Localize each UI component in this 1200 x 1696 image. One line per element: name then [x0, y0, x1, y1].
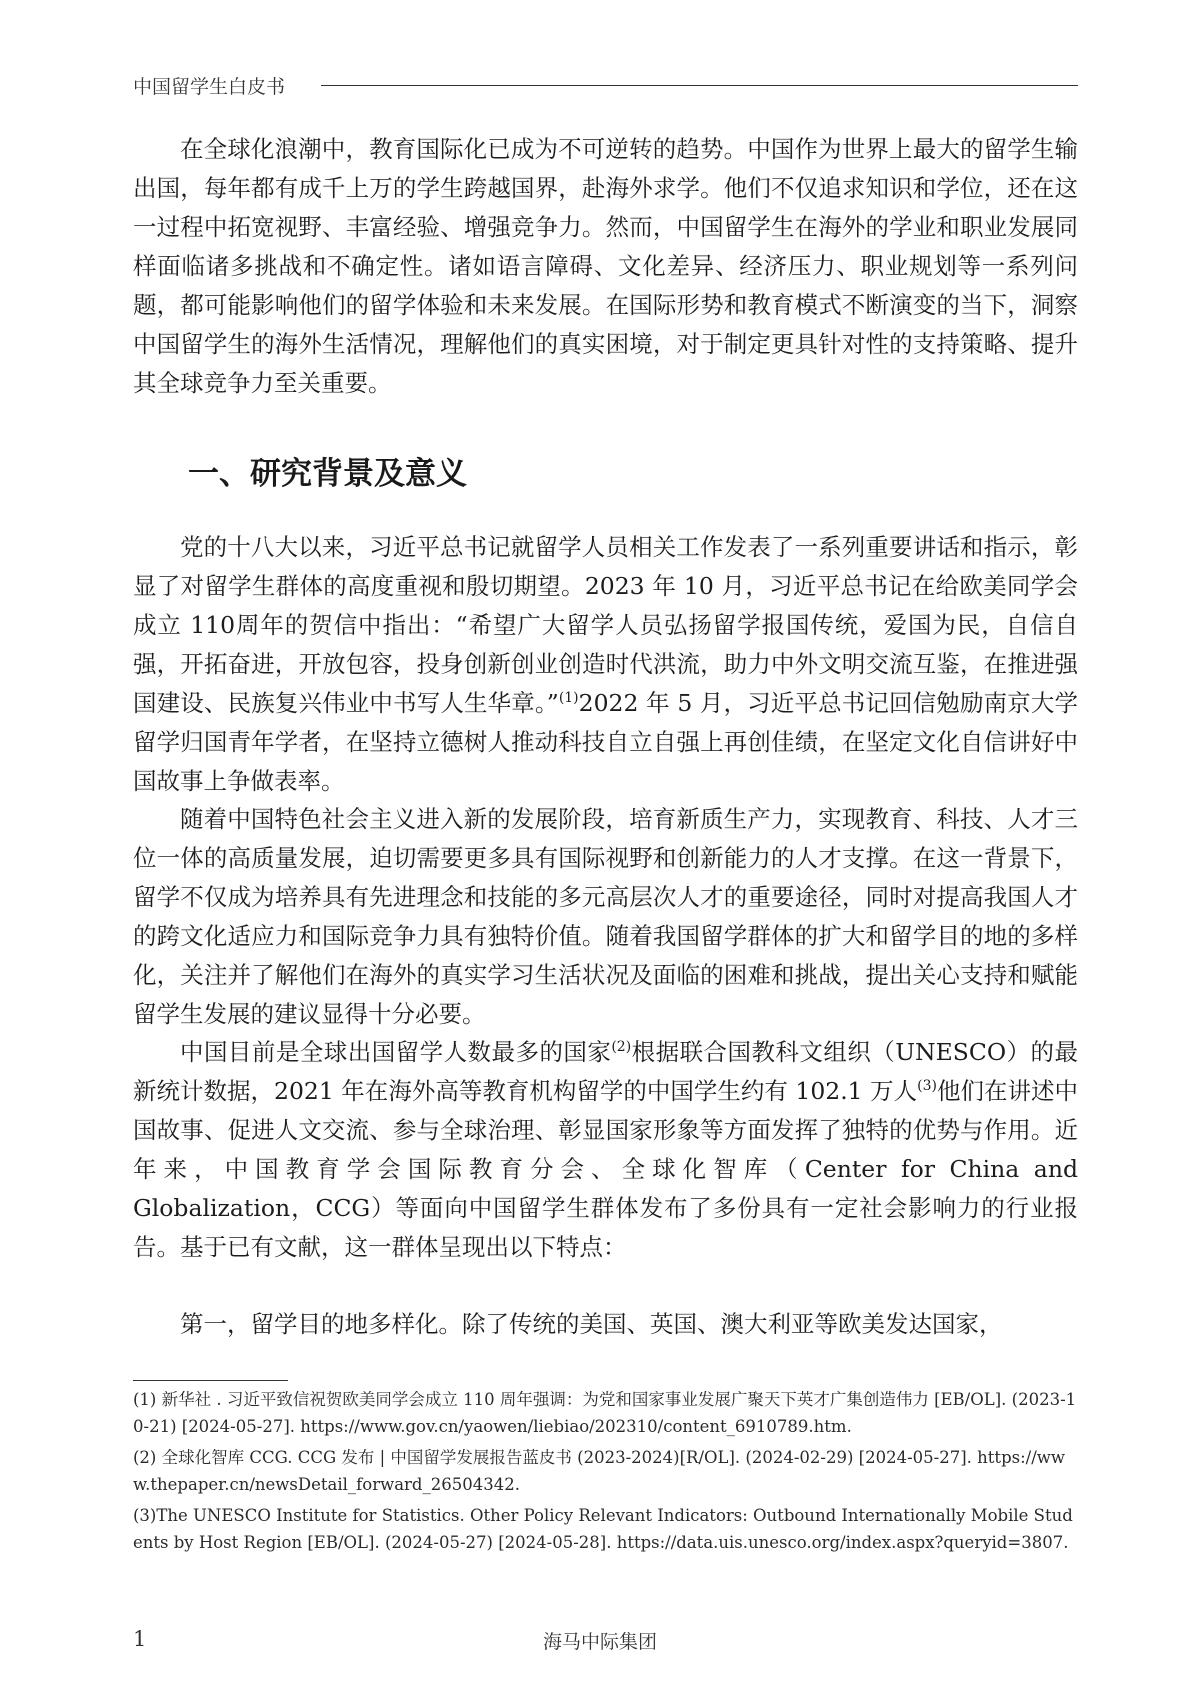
- paragraph-text: 根据联合国教科文组织（UNESCO）的最新统计数据，2021 年在海外高等教育机构留学的中国学生约有 102.1 万人: [133, 1038, 1079, 1105]
- background-paragraph-2: 随着中国特色社会主义进入新的发展阶段，培育新质生产力，实现教育、科技、人才三位一体的高质量发展，迫切需要更多具有国际视野和创新能力的人才支撑。在这一背景下，留学不仅成为培养具有先进理念和技能的多元高层次人才的重要途径，同时对提高我国人才的跨文化适应力和国际竞争力具有独特价值。随着我国留学群体的扩大和留学目的地的多样化，关注并了解他们在海外的真实学习生活状况及面临的困难和挑战，提出关心支持和赋能留学生发展的建议显得十分必要。: [133, 805, 1078, 1028]
- footnote-ref-2: (2): [611, 1039, 632, 1056]
- footer-publisher: 海马中际集团: [542, 1631, 657, 1653]
- paragraph-text: 2022 年 5 月，习近平总书记回信勉励南京大学留学归国青年学者，在坚持立德树人推动科技自立自强上再创佳绩，在坚定文化自信讲好中国故事上争做表率。: [133, 689, 1079, 795]
- paragraph-text: 中国目前是全球出国留学人数最多的国家: [180, 1038, 612, 1066]
- page-number: 1: [133, 1627, 147, 1651]
- footnote-ref-3: (3): [917, 1078, 937, 1095]
- footnote-ref-1: (1): [558, 690, 579, 707]
- footnote-2: (2) 全球化智库 CCG. CCG 发布 | 中国留学发展报告蓝皮书 (2023-2024)[R/OL]. (2024-02-29) [2024-05-27]. https://www.thepaper.cn/newsDetail_forward_26504342.: [133, 1448, 1066, 1494]
- footnote-rule: [133, 1380, 288, 1381]
- paragraph-text: 党的十八大以来，习近平总书记就留学人员相关工作发表了一系列重要讲话和指示，彰显了对留学生群体的高度重视和殷切期望。2023 年 10 月，习近平总书记在给欧美同学会成立 110周年的贺信中指出：“希望广大留学人员弘扬留学报国传统，爱国为民，自信自强，开拓奋进，开放包容，投身创新创业创造时代洪流，助力中外文明交流互鉴，在推进强国建设、民族复兴伟业中书写人生华章。”: [133, 533, 1078, 717]
- footnote-1: (1) 新华社 . 习近平致信祝贺欧美同学会成立 110 周年强调：为党和国家事业发展广聚天下英才广集创造伟力 [EB/OL]. (2023-10-21) [2024-05-27]. https://www.gov.cn/yaowen/liebiao/202310/content_6910789.htm.: [133, 1390, 1077, 1436]
- header-rule: [321, 85, 1078, 86]
- footnotes: [133, 1386, 1078, 1560]
- footnote-3: (3)The UNESCO Institute for Statistics. Other Policy Relevant Indicators: Outbound Internationally Mobile Students by Host Region [EB/OL]. (2024-05-27) [2024-05-28]. https://data.uis.unesco.org/index.aspx?queryid=3807.: [133, 1506, 1073, 1552]
- intro-paragraph: 在全球化浪潮中，教育国际化已成为不可逆转的趋势。中国作为世界上最大的留学生输出国，每年都有成千上万的学生跨越国界，赴海外求学。他们不仅追求知识和学位，还在这一过程中拓宽视野、丰富经验、增强竞争力。然而，中国留学生在海外的学业和职业发展同样面临诸多挑战和不确定性。诸如语言障碍、文化差异、经济压力、职业规划等一系列问题，都可能影响他们的留学体验和未来发展。在国际形势和教育模式不断演变的当下，洞察中国留学生的海外生活情况，理解他们的真实困境，对于制定更具针对性的支持策略、提升其全球竞争力至关重要。: [133, 135, 1078, 397]
- background-paragraph-3: [133, 1033, 1078, 1267]
- running-header: [133, 70, 1078, 100]
- header-title: 中国留学生白皮书: [133, 75, 286, 98]
- background-paragraph-1: [133, 528, 1078, 801]
- paragraph-text: 他们在讲述中国故事、促进人文交流、参与全球治理、彰显国家形象等方面发挥了独特的优势与作用。近年来，中国教育学会国际教育分会、全球化智库（Center for China and Globalization，CCG）等面向中国留学生群体发布了多份具有一定社会影响力的行业报告。基于已有文献，这一群体呈现出以下特点：: [133, 1077, 1078, 1261]
- background-paragraph-4: 第一，留学目的地多样化。除了传统的美国、英国、澳大利亚等欧美发达国家，: [180, 1310, 1003, 1338]
- section-heading: 一、研究背景及意义: [188, 456, 467, 492]
